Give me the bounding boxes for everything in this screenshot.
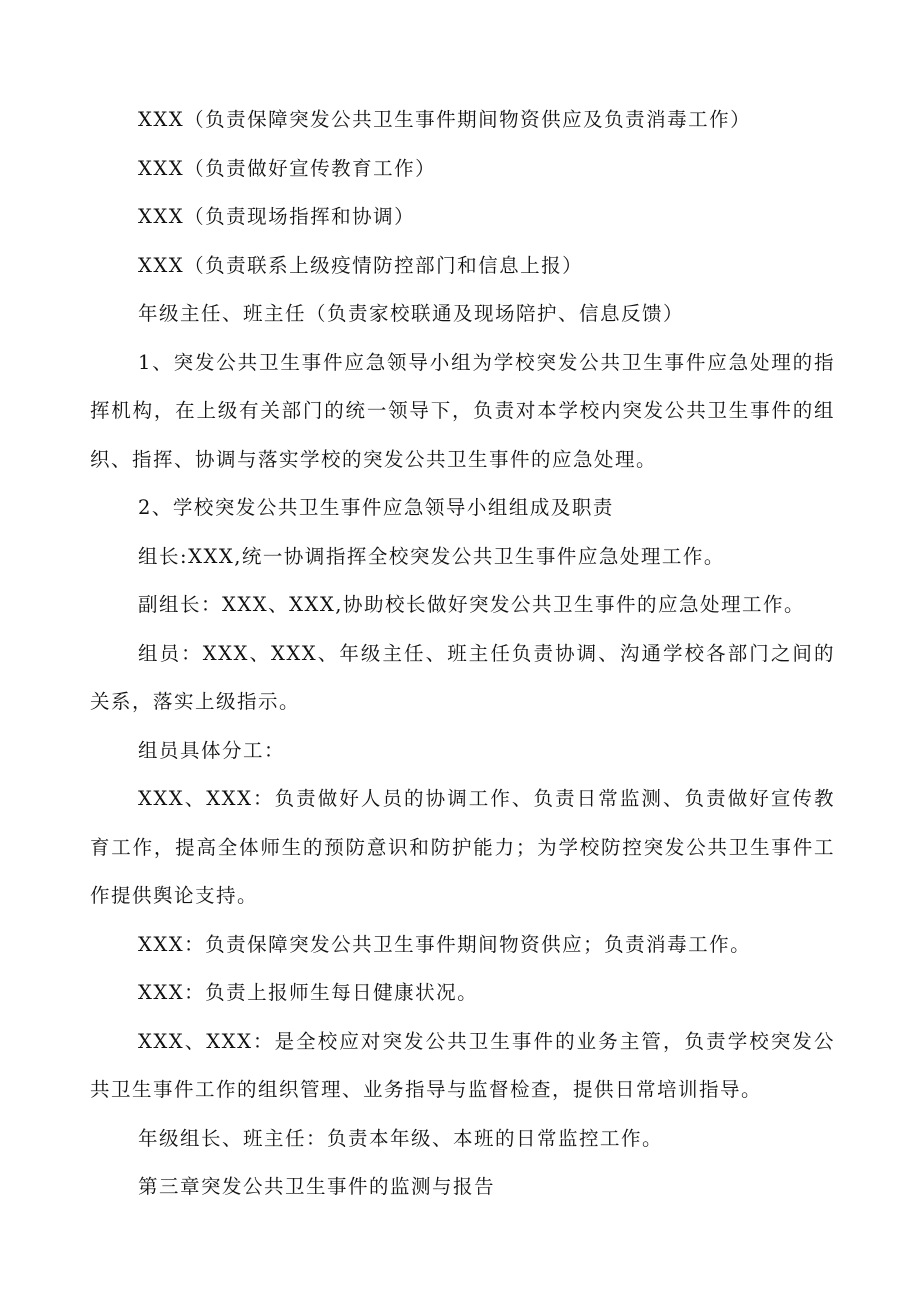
document-body	[90, 96, 835, 1212]
paragraph-duty-reporting: XXX（负责联系上级疫情防控部门和信息上报）	[138, 253, 584, 277]
paragraph-members: 组员：XXX、XXX、年级主任、班主任负责协调、沟通学校各部门之间的关系，落实上级指示。	[90, 641, 835, 713]
paragraph-duty-command: XXX（负责现场指挥和协调）	[138, 205, 416, 228]
paragraph-leader: 组长:XXX,统一协调指挥全校突发公共卫生事件应急处理工作。	[138, 544, 725, 568]
paragraph-item-1: 1、突发公共卫生事件应急领导小组为学校突发公共卫生事件应急处理的指挥机构，在上级有关部门的统一领导下，负责对本学校内突发公共卫生事件的组织、指挥、协调与落实学校的突发公共卫生事件的应急处理。	[90, 350, 835, 471]
chapter-three-heading: 第三章突发公共卫生事件的监测与报告	[138, 1175, 496, 1198]
paragraph-duty-teachers: 年级主任、班主任（负责家校联通及现场陪护、信息反馈）	[138, 302, 685, 325]
paragraph-item-2: 2、学校突发公共卫生事件应急领导小组组成及职责	[138, 496, 614, 519]
paragraph-duty-publicity: XXX（负责做好宣传教育工作）	[138, 156, 437, 180]
paragraph-duty-supplies: XXX（负责保障突发公共卫生事件期间物资供应及负责消毒工作）	[138, 108, 752, 131]
paragraph-division-2: XXX：负责保障突发公共卫生事件期间物资供应；负责消毒工作。	[138, 932, 752, 956]
paragraph-deputy-leader: 副组长：XXX、XXX,协助校长做好突发公共卫生事件的应急处理工作。	[138, 593, 805, 616]
paragraph-division-4: XXX、XXX：是全校应对突发公共卫生事件的业务主管，负责学校突发公共卫生事件工作的组织管理、业务指导与监督检查，提供日常培训指导。	[90, 1029, 835, 1101]
paragraph-division-heading: 组员具体分工：	[138, 738, 286, 762]
paragraph-division-1: XXX、XXX：负责做好人员的协调工作、负责日常监测、负责做好宣传教育工作，提高全体师生的预防意识和防护能力；为学校防控突发公共卫生事件工作提供舆论支持。	[90, 787, 835, 907]
paragraph-division-3: XXX：负责上报师生每日健康状况。	[138, 981, 479, 1004]
paragraph-division-5: 年级组长、班主任：负责本年级、本班的日常监控工作。	[138, 1126, 664, 1150]
